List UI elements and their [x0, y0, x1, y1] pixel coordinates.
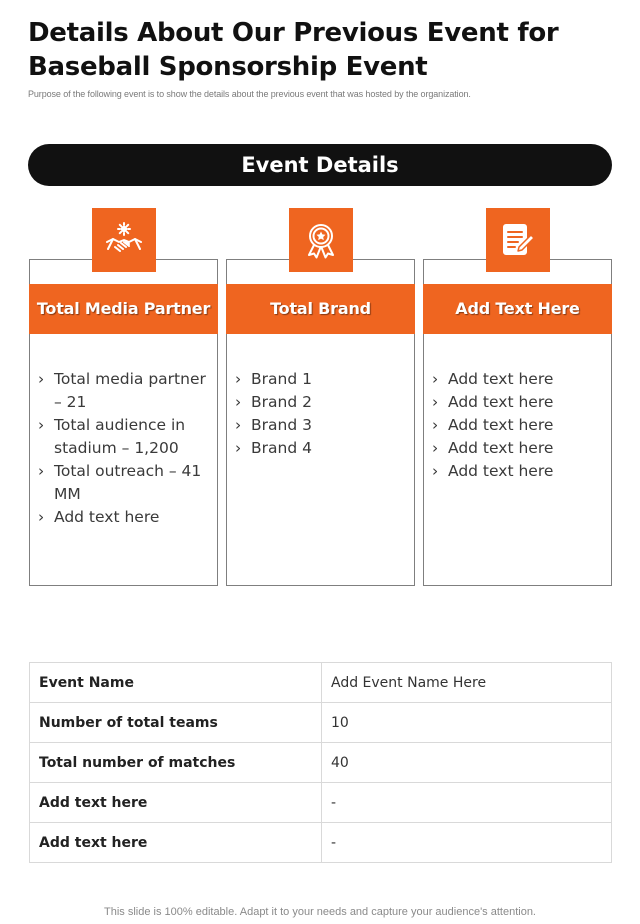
handshake-gear-icon: [92, 208, 156, 272]
row-label: Number of total teams: [30, 703, 322, 743]
row-value: -: [322, 823, 612, 863]
card-title: Add Text Here: [423, 284, 612, 334]
row-value: Add Event Name Here: [322, 663, 612, 703]
table-row: [30, 743, 612, 783]
list-item: › Brand 4: [235, 437, 411, 460]
list-item: › Brand 2: [235, 391, 411, 414]
card-add-text: [423, 259, 612, 586]
row-value: -: [322, 783, 612, 823]
card-list: [235, 368, 411, 460]
card-title: Total Media Partner: [29, 284, 218, 334]
document-pen-icon: [486, 208, 550, 272]
card-title: Total Brand: [226, 284, 415, 334]
event-details-banner: Event Details: [28, 144, 612, 186]
row-label: Add text here: [30, 823, 322, 863]
card-media-partner: [29, 259, 218, 586]
table-row: [30, 703, 612, 743]
row-label: Event Name: [30, 663, 322, 703]
award-ribbon-icon: [289, 208, 353, 272]
list-item: › Add text here: [38, 506, 214, 529]
list-item: › Total outreach – 41 MM: [38, 460, 214, 506]
footer-note: This slide is 100% editable. Adapt it to your needs and capture your audience's attention.: [104, 906, 536, 918]
list-item: › Add text here: [432, 437, 608, 460]
table-row: [30, 823, 612, 863]
row-label: Total number of matches: [30, 743, 322, 783]
list-item: › Add text here: [432, 414, 608, 437]
card-list: [38, 368, 214, 529]
row-value: 40: [322, 743, 612, 783]
card-total-brand: [226, 259, 415, 586]
page-subtitle: Purpose of the following event is to show the details about the previous event that was hosted by the organization.: [28, 89, 471, 99]
list-item: › Total audience in stadium – 1,200: [38, 414, 214, 460]
list-item: › Total media partner – 21: [38, 368, 214, 414]
list-item: › Add text here: [432, 391, 608, 414]
list-item: › Brand 1: [235, 368, 411, 391]
table-row: [30, 783, 612, 823]
row-value: 10: [322, 703, 612, 743]
card-list: [432, 368, 608, 483]
list-item: › Add text here: [432, 460, 608, 483]
row-label: Add text here: [30, 783, 322, 823]
event-info-table: [29, 662, 612, 863]
table-row: [30, 663, 612, 703]
page-title: Details About Our Previous Event for Baseball Sponsorship Event: [28, 18, 559, 82]
list-item: › Brand 3: [235, 414, 411, 437]
list-item: › Add text here: [432, 368, 608, 391]
